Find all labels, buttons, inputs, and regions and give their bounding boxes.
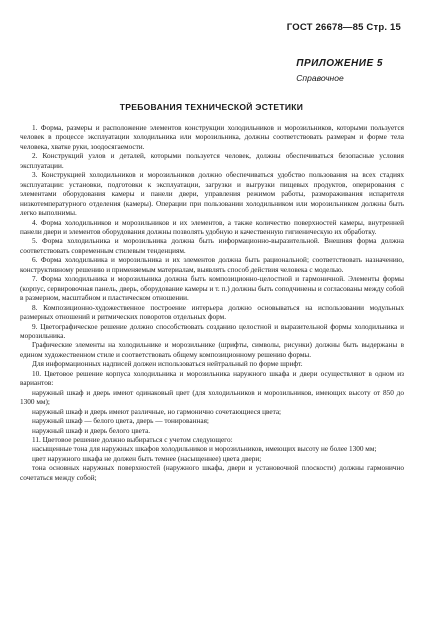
paragraph: наружный шкаф и дверь белого цвета.	[32, 426, 151, 435]
section-heading: ТРЕБОВАНИЯ ТЕХНИЧЕСКОЙ ЭСТЕТИКИ	[119, 102, 304, 112]
paragraph: цвет наружного шкафа не должен быть темнее (насыщеннее) цвета двери;	[32, 454, 262, 463]
paragraph: 3. Конструкцией холодильников и морозильников должно обеспечиваться удобство пользования на всех стадиях эксплуатации: установки, подготовки к эксплуатации, загрузки и выгрузки пищевых продуктов, оперирования с элементами оборудования камеры и панели двери, управления режимом работы, размораживания испарителя низкотемпературного отделения (камеры). Операции при пользовании холодильником или морозильником должны быть легко выполнимы.	[20, 171, 404, 218]
paragraph: 10. Цветовое решение корпуса холодильника и морозильника наружного шкафа и двери осуществляют в одном из вариантов:	[20, 369, 404, 388]
paragraph: 7. Форма холодильника и морозильника должна быть композиционно-целостной и гармоничной. Элементы формы (корпус, сервировочная панель, дверь, оборудование камеры и т. п.) должны быть соподчинены и согласованы между собой в размерном, масштабном и пластическом отношении.	[20, 275, 404, 303]
paragraph: 8. Композиционно-художественное построение интерьера должно основываться на использовании модульных размерных отношений и ритмических поворотов отдельных форм.	[20, 303, 404, 322]
document-body	[20, 124, 404, 483]
paragraph: наружный шкаф — белого цвета, дверь — тонированная;	[32, 417, 209, 426]
paragraph: наружный шкаф и дверь имеют различные, но гармонично сочетающиеся цвета;	[32, 407, 282, 416]
paragraph: 1. Форма, размеры и расположение элементов конструкции холодильников и морозильников, которыми пользуется человек в процессе эксплуатации холодильника или морозильника, должны соответствовать размерам и форме тела человека, хватке руки, зоодосягаемости.	[20, 124, 404, 151]
paragraph: 9. Цветографическое решение должно способствовать созданию целостной и выразительной формы холодильника и морозильника.	[20, 322, 404, 340]
paragraph: 6. Форма холодильника и морозильника и их элементов должна быть рациональной; соответствовать назначению, конструктивному решению и применяемым материалам, выявлять способ действия человека с моделью.	[20, 256, 404, 274]
paragraph: Для информационных надписей должен использоваться нейтральный по форме шрифт.	[32, 360, 303, 369]
paragraph: 5. Форма холодильника и морозильника должна быть информационно-выразительной. Внешняя форма должна соответствовать современным стилевым тенденциям.	[20, 237, 404, 255]
page-header: ГОСТ 26678—85 Стр. 15	[286, 22, 401, 33]
appendix-title: ПРИЛОЖЕНИЕ 5	[296, 58, 383, 69]
paragraph: Графические элементы на холодильнике и морозильнике (шрифты, символы, рисунки) должны быть выдержаны в едином художественном стиле и соответствовать общему композиционному решению формы.	[20, 341, 404, 359]
appendix-subtitle: Справочное	[296, 73, 344, 83]
paragraph: наружный шкаф и дверь имеют одинаковый цвет (для холодильников и морозильников, имеющих высоту от 850 до 1300 мм);	[20, 388, 404, 407]
paragraph: насыщенные тона для наружных шкафов холодильников и морозильников, имеющих высоту не более 1300 мм;	[32, 445, 377, 454]
appendix-block	[296, 58, 383, 83]
paragraph: 11. Цветовое решение должно выбираться с учетом следующего:	[32, 435, 233, 444]
paragraph: 2. Конструкций узлов и деталей, которыми пользуется человек, должны обеспечиваться безопасные условия эксплуатации.	[20, 152, 404, 170]
paragraph: 4. Форма холодильников и морозильников и их элементов, а также количество поверхностей камеры, внутренней панели двери и элементов оборудования должны позволять удобную и качественную гигиеническую их обработку.	[20, 218, 404, 236]
paragraph: тона основных наружных поверхностей (наружного шкафа, двери и установочной плоскости) должны гармонично сочетаться между собой;	[20, 464, 404, 482]
